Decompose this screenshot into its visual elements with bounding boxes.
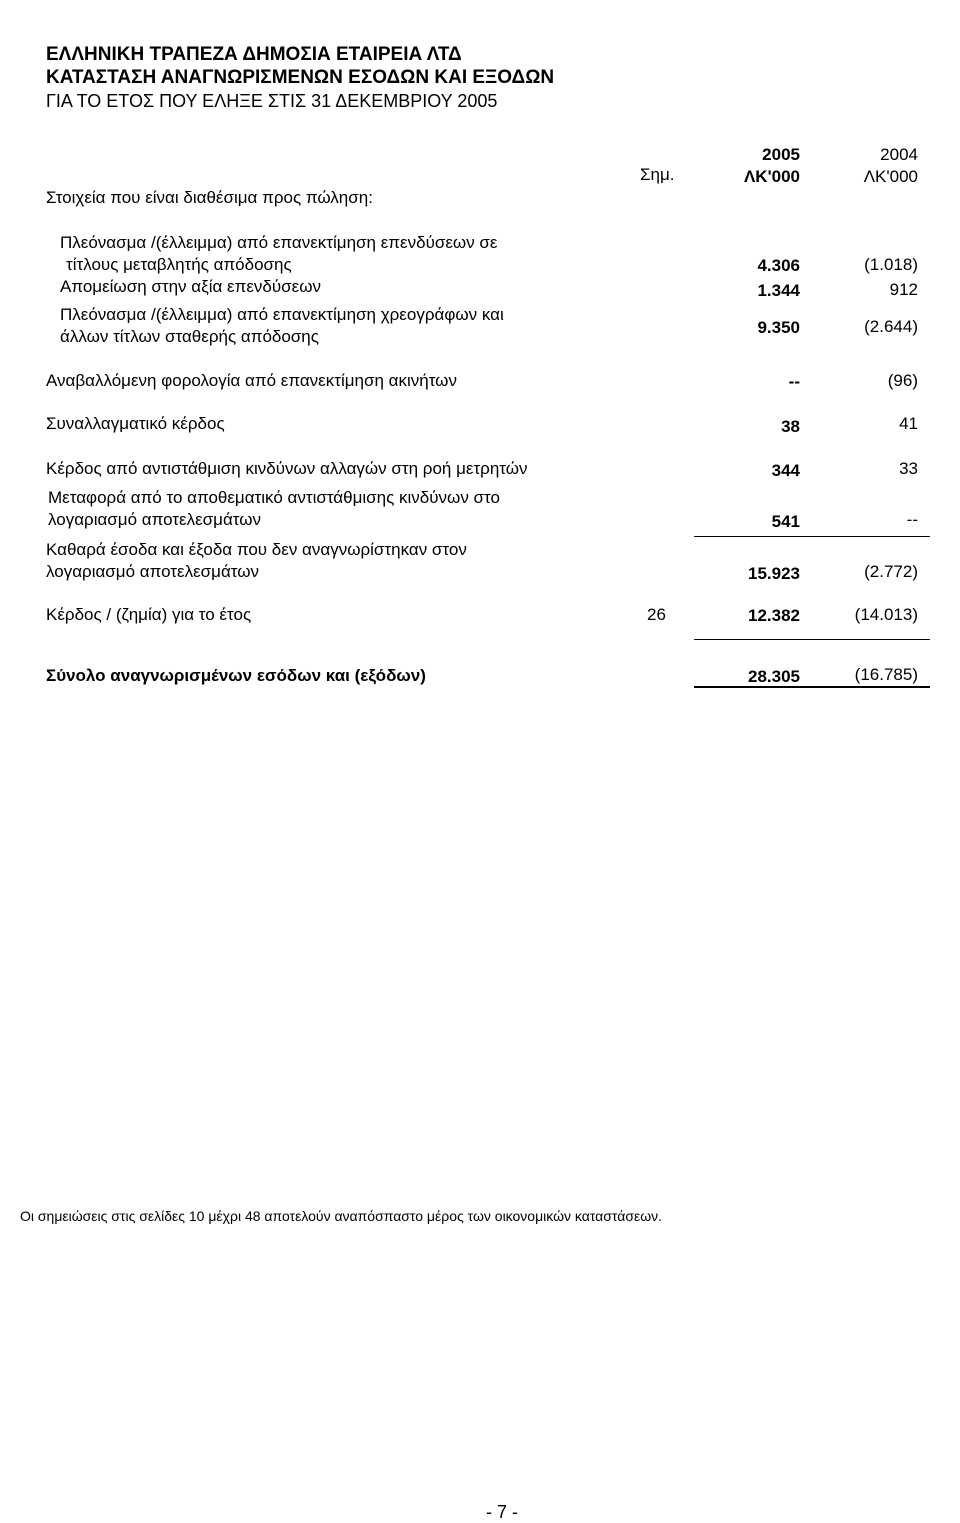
row-label: Μεταφορά από το αποθεματικό αντιστάθμισης κινδύνων στο [48, 488, 500, 507]
row-label-cont: λογαριασμό αποτελεσμάτων [48, 510, 262, 529]
value-2005: -- [788, 372, 800, 391]
column-note-header: Σημ. [640, 165, 675, 184]
value-2004: (2.644) [864, 317, 918, 336]
row-label-cont: τίτλους μεταβλητής απόδοσης [66, 255, 292, 274]
note-reference: 26 [647, 605, 666, 624]
value-2005: 344 [771, 461, 800, 480]
total-underline [694, 686, 930, 688]
column-2004-year: 2004 [880, 145, 918, 164]
value-2004: 912 [889, 280, 918, 299]
value-2005: 15.923 [748, 564, 800, 583]
column-2005-unit: ΛΚ'000 [743, 167, 800, 186]
row-label: Καθαρά έσοδα και έξοδα που δεν αναγνωρίστηκαν στον [46, 540, 467, 559]
row-label: Συναλλαγματικό κέρδος [46, 414, 225, 433]
row-label-cont: λογαριασμό αποτελεσμάτων [46, 562, 260, 581]
row-label: Απομείωση στην αξία επενδύσεων [60, 277, 322, 296]
statement-title: ΚΑΤΑΣΤΑΣΗ ΑΝΑΓΝΩΡΙΣΜΕΝΩΝ ΕΣΟΔΩΝ ΚΑΙ ΕΞΟΔΩΝ [46, 67, 555, 88]
row-label: Αναβαλλόμενη φορολογία από επανεκτίμηση ακινήτων [46, 371, 457, 390]
value-2005: 12.382 [748, 606, 800, 625]
page-number: - 7 - [486, 1502, 519, 1522]
value-2004: -- [906, 510, 918, 529]
value-2004: 33 [899, 459, 918, 478]
value-2004: (96) [887, 371, 918, 390]
row-label: Κέρδος από αντιστάθμιση κινδύνων αλλαγών στη ροή μετρητών [46, 459, 528, 478]
row-label: Κέρδος / (ζημία) για το έτος [46, 605, 252, 624]
value-2004: (1.018) [864, 255, 918, 274]
value-2005: 38 [781, 417, 800, 436]
total-rule-top [694, 639, 930, 640]
row-label-cont: άλλων τίτλων σταθερής απόδοσης [60, 327, 319, 346]
column-2005-year: 2005 [762, 145, 800, 164]
row-label: Πλεόνασμα /(έλλειμμα) από επανεκτίμηση επενδύσεων σε [60, 233, 498, 252]
value-2004: (2.772) [864, 562, 918, 581]
total-2004: (16.785) [854, 665, 918, 684]
section-title: Στοιχεία που είναι διαθέσιμα προς πώληση: [46, 188, 373, 207]
value-2004: 41 [899, 414, 918, 433]
subtotal-rule [694, 536, 930, 537]
footer-note: Οι σημειώσεις στις σελίδες 10 μέχρι 48 αποτελούν αναπόσπαστο μέρος των οικονομικών καταστάσεων. [20, 1208, 663, 1224]
value-2005: 4.306 [757, 256, 800, 275]
value-2005: 1.344 [757, 281, 800, 300]
bank-name-title: ΕΛΛΗΝΙΚΗ ΤΡΑΠΕΖΑ ΔΗΜΟΣΙΑ ΕΤΑΙΡΕΙΑ ΛΤΔ [46, 44, 462, 65]
value-2005: 9.350 [757, 318, 800, 337]
period-subtitle: ΓΙΑ ΤΟ ΕΤΟΣ ΠΟΥ ΕΛΗΞΕ ΣΤΙΣ 31 ΔΕΚΕΜΒΡΙΟΥ 2005 [46, 91, 498, 111]
total-2005: 28.305 [748, 667, 800, 686]
value-2004: (14.013) [854, 605, 918, 624]
value-2005: 541 [771, 512, 800, 531]
column-2004-unit: ΛΚ'000 [863, 167, 918, 186]
row-label: Πλεόνασμα /(έλλειμμα) από επανεκτίμηση χρεογράφων και [60, 305, 504, 324]
total-label: Σύνολο αναγνωρισμένων εσόδων και (εξόδων) [46, 666, 426, 685]
